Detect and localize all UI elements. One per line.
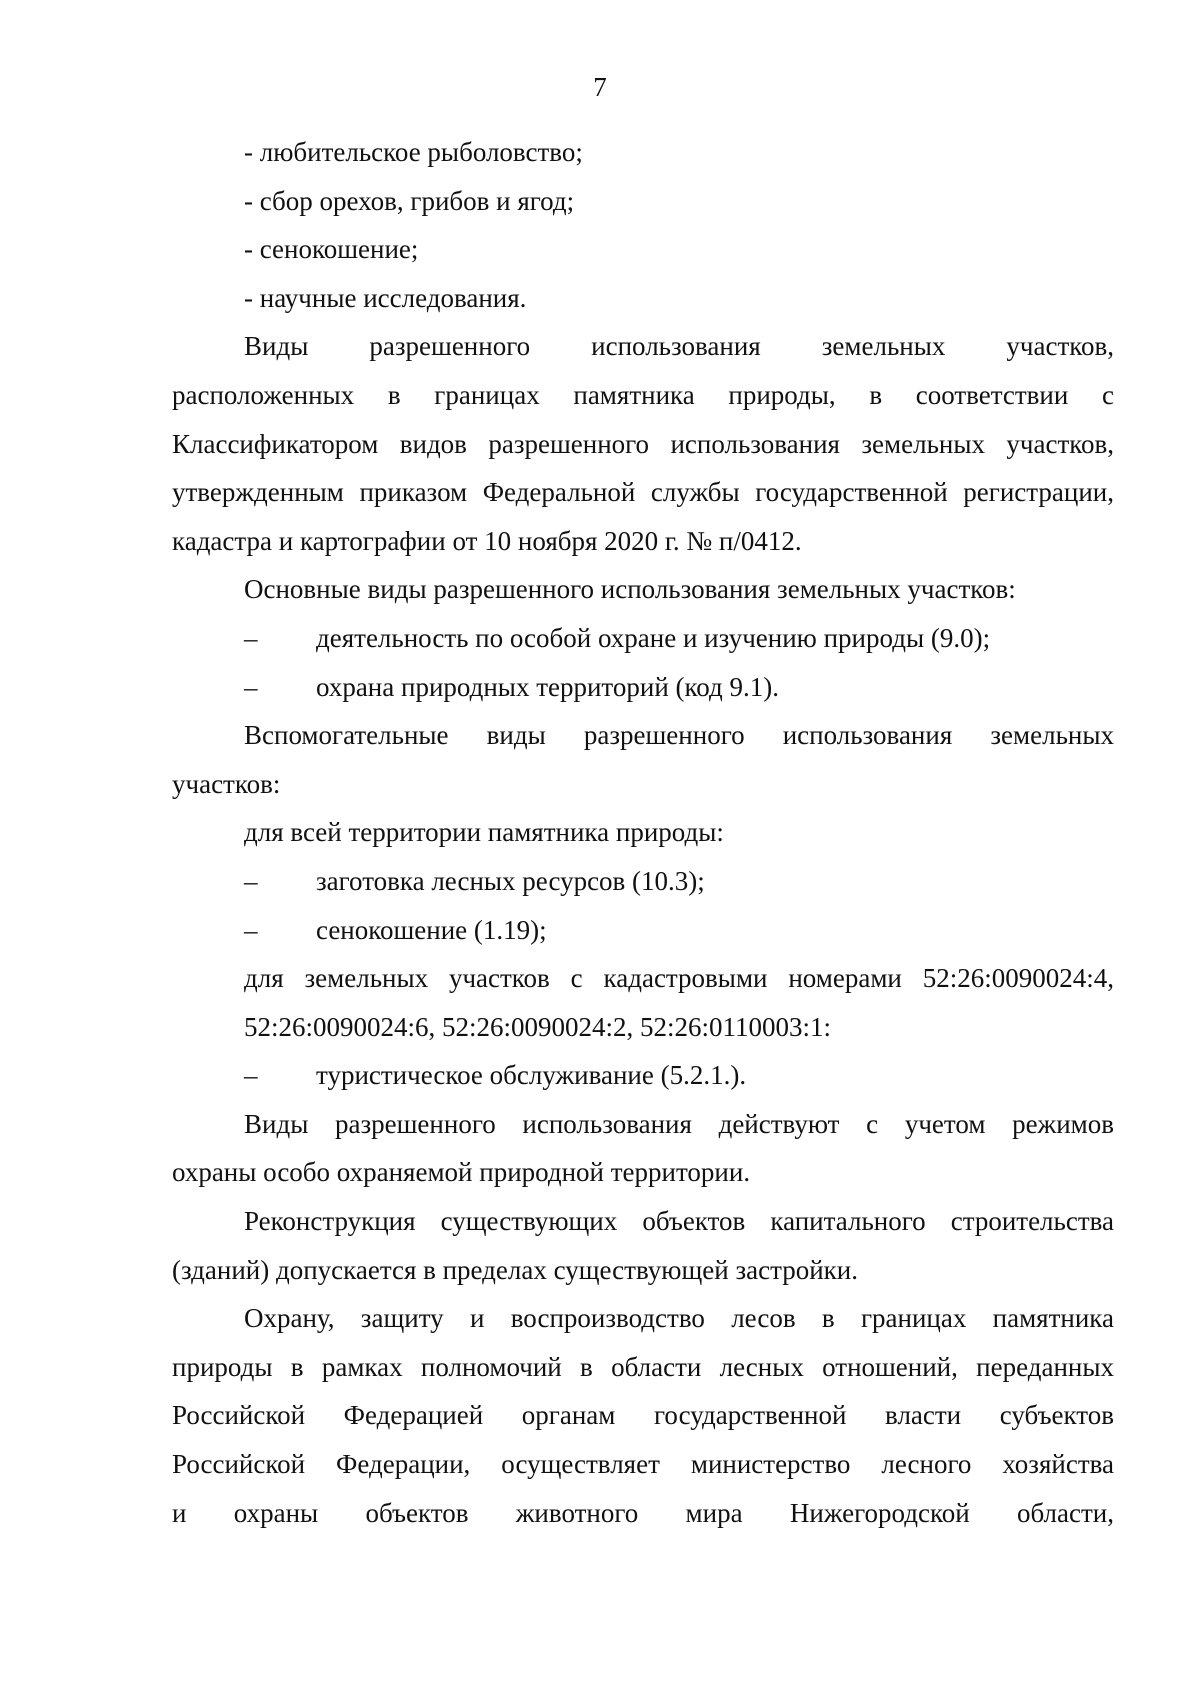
list-item-research: - научные исследования. <box>244 282 527 313</box>
list-item <box>172 1051 1114 1100</box>
section-heading-auxiliary-uses: Вспомогательные виды разрешенного использования земельных <box>244 720 1114 751</box>
paragraph-line: Виды разрешенного использования земельных участков, <box>244 331 1114 362</box>
document-body <box>172 128 1114 1537</box>
list-item-text: сенокошение (1.19); <box>316 914 547 945</box>
paragraph-line: утвержденным приказом Федеральной службы государственной регистрации, <box>172 477 1114 508</box>
list-item-gathering: - сбор орехов, грибов и ягод; <box>244 185 575 216</box>
paragraph-line: участков: <box>172 768 281 799</box>
dash-marker: – <box>244 914 258 945</box>
list-item-haymaking: - сенокошение; <box>244 234 419 265</box>
list-item <box>172 614 1114 663</box>
paragraph-line: Реконструкция существующих объектов капитального строительства <box>244 1206 1114 1237</box>
paragraph-line: Виды разрешенного использования действуют с учетом режимов <box>244 1108 1114 1139</box>
paragraph-line: (зданий) допускается в пределах существующей застройки. <box>172 1254 858 1285</box>
paragraph-line: природы в рамках полномочий в области лесных отношений, переданных <box>172 1351 1114 1382</box>
paragraph-line: Классификатором видов разрешенного использования земельных участков, <box>172 428 1114 459</box>
paragraph-line: охраны особо охраняемой природной территории. <box>172 1157 751 1188</box>
paragraph-line: расположенных в границах памятника природы, в соответствии с <box>172 379 1114 410</box>
paragraph-line: и охраны объектов животного мира Нижегородской области, <box>172 1497 1114 1528</box>
list-item-text: охрана природных территорий (код 9.1). <box>316 671 779 702</box>
paragraph-line: Российской Федерации, осуществляет министерство лесного хозяйства <box>172 1449 1114 1480</box>
list-item-fishing: - любительское рыболовство; <box>244 137 583 167</box>
cadastral-numbers: 52:26:0090024:6, 52:26:0090024:2, 52:26:0110003:1: <box>244 1011 832 1042</box>
subheading-whole-territory: для всей территории памятника природы: <box>244 817 724 848</box>
subheading-cadastral-plots: для земельных участков с кадастровыми номерами 52:26:0090024:4, <box>244 963 1114 994</box>
list-item <box>172 663 1114 712</box>
list-item-text: деятельность по особой охране и изучению природы (9.0); <box>316 622 991 653</box>
dash-marker: – <box>244 1060 258 1091</box>
paragraph-line: Российской Федерацией органам государственной власти субъектов <box>172 1400 1114 1431</box>
paragraph-line: кадастра и картографии от 10 ноября 2020 г. № п/0412. <box>172 525 802 556</box>
dash-marker: – <box>244 622 258 653</box>
list-item <box>172 906 1114 955</box>
list-item-text: туристическое обслуживание (5.2.1.). <box>316 1060 747 1091</box>
page-number: 7 <box>593 72 607 102</box>
dash-marker: – <box>244 865 258 896</box>
list-item <box>172 857 1114 906</box>
paragraph-line: Охрану, защиту и воспроизводство лесов в границах памятника <box>244 1303 1114 1334</box>
dash-marker: – <box>244 671 258 702</box>
section-heading-main-uses: Основные виды разрешенного использования земельных участков: <box>244 574 1016 605</box>
list-item-text: заготовка лесных ресурсов (10.3); <box>316 865 705 896</box>
